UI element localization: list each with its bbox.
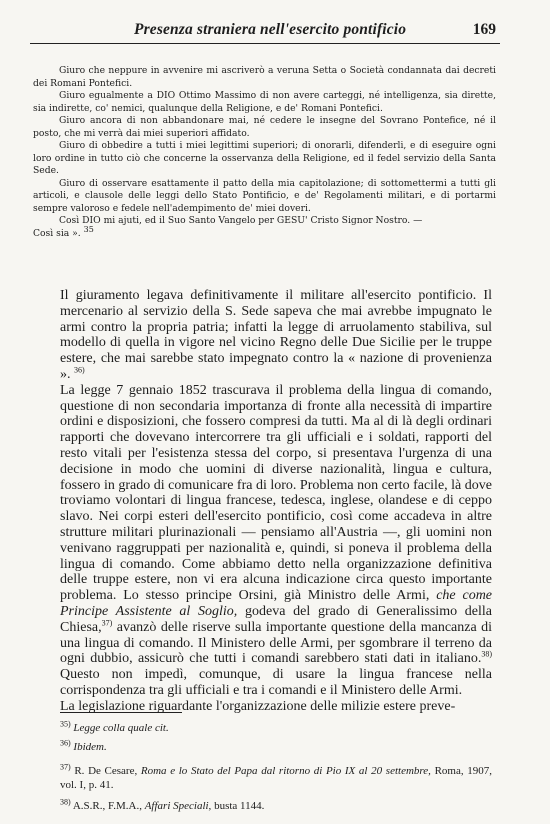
paragraph-text: Questo non impedì, comunque, di usare la lingua francese nella corrispondenza tra gli ufficiali e tra i comandi e il Ministero delle Armi. bbox=[60, 667, 492, 698]
oath-paragraph: Giuro di osservare esattamente il patto della mia capitolazione; di sottomettermi a tutti gli articoli, e clausole delle leggi dello Stato Pontificio, e de' Regolamenti militari, e di portarmi sempre valoroso e fedele nell'adempimento de' miei doveri. bbox=[33, 177, 496, 214]
running-title: Presenza straniera nell'esercito pontificio bbox=[134, 21, 407, 38]
footnote-text: A.S.R., F.M.A., bbox=[72, 800, 142, 812]
oath-paragraph: Giuro di obbedire a tutti i miei legittimi superiori; di onorarli, difenderli, e di eseguire ogni loro ordine in tutto ciò che concerne la osservanza della Religione, ed il fedel servizio della Santa Sede. bbox=[33, 140, 496, 176]
footnote-37 bbox=[60, 762, 492, 792]
footnote-text: Roma, 1907, vol. I, p. 41. bbox=[60, 765, 492, 791]
footnotes bbox=[60, 719, 492, 819]
footnote-ref: 37) bbox=[101, 618, 113, 628]
oath-paragraph: Giuro ancora di non abbandonare mai, né cedere le insegne del Sovrano Pontefice, né il posto, che mi verrà dai miei superiori affidato. bbox=[33, 115, 496, 139]
footnote-ref: 36) bbox=[74, 365, 85, 375]
footnote-title: Roma e lo Stato del Papa dal ritorno di Pio IX al 20 settembre, bbox=[140, 765, 431, 777]
footnote-title: Affari Speciali, bbox=[144, 800, 212, 812]
oath-closing-text: Così sia ». bbox=[33, 227, 81, 239]
footnote-author: R. De Cesare, bbox=[74, 765, 138, 777]
footnote-number: 38) bbox=[60, 797, 71, 807]
page-header bbox=[30, 19, 500, 44]
footnote-36 bbox=[60, 737, 492, 755]
footnote-number: 37) bbox=[60, 762, 71, 772]
page-number: 169 bbox=[472, 21, 496, 38]
footnote-ref: 38) bbox=[481, 649, 492, 659]
footnote-number: 35) bbox=[60, 719, 71, 729]
oath-quotation bbox=[33, 65, 496, 240]
footnote-38 bbox=[60, 797, 492, 814]
paragraph-text: avanzò delle riserve sulla importante questione della mancanza di una lingua di comando. Il Ministero delle Armi, per sgombrare il terreno da ogni dubbio, assicurò che tutti i comandi sarebbero stati dati in italiano. bbox=[60, 619, 493, 667]
oath-closing bbox=[33, 224, 496, 241]
footnote-text: Ibidem. bbox=[73, 740, 107, 753]
footnote-text: Legge colla quale cit. bbox=[73, 722, 169, 734]
footnote-35 bbox=[60, 719, 492, 736]
paragraph-text: Il giuramento legava definitivamente il militare all'esercito pontificio. Il mercenario al servizio della S. Sede sapeva che mai avrebbe impugnato le armi contro la propria patria; infatti la legge di arruolamento stabiliva, sul modello di quella in vigore nel vicino Regno delle Due Sicilie per le truppe estere, che mai sarebbe stato impegnato contro la « nazione di provenienza ». bbox=[60, 288, 492, 382]
body-paragraph bbox=[60, 383, 492, 699]
oath-paragraph: Giuro che neppure in avvenire mi ascriverò a veruna Setta o Società condannata dai decreti dei Romani Pontefici. bbox=[33, 65, 496, 89]
paragraph-text: godeva del grado di Generalissimo della Chiesa, bbox=[60, 603, 493, 635]
footnote-divider bbox=[60, 712, 182, 713]
body-paragraph: La legislazione riguardante l'organizzazione delle milizie estere preve- bbox=[60, 698, 456, 714]
footnote-ref: 35 bbox=[83, 224, 94, 234]
footnote-text: busta 1144. bbox=[214, 800, 265, 812]
oath-paragraph: Così DIO mi ajuti, ed il Suo Santo Vangelo per GESU' Cristo Signor Nostro. — bbox=[59, 215, 423, 226]
paragraph-text: La legge 7 gennaio 1852 trascurava il problema della lingua di comando, questione di non secondaria importanza di fronte alla necessità di impartire ordini e disposizioni, che fossero compresi da tutti. Ma al di là degli ordinari rapporti che dovevano intercorrere tra gli ufficiali e i soldati, rapporti del resto vitali per l'esistenza stessa del corpo, si presentava l'urgenza di una decisione in modo che uomini di diverse nazionalità, lingua e cultura, fossero in grado di comunicare fra di loro. Problema non certo facile, là dove troviamo volontari di lingua francese, tedesca, inglese, olandese e di ceppo slavo. Nei corpi esteri dell'esercito pontificio, così come accadeva in altre strutture militari plurinazionali — pensiamo all'Austria —, gli uomini non venivano raggruppati per nazionalità e, quindi, si poneva il problema della lingua di comando. Come abbiamo detto nella organizzazione definitiva delle truppe estere, non vi era alcuna indicazione circa questo importante problema. Lo stesso principe Orsini, già Ministro delle Armi, bbox=[60, 382, 492, 604]
footnote-number: 36) bbox=[60, 737, 71, 747]
oath-paragraph: Giuro egualmente a DIO Ottimo Massimo di non avere carteggi, né intelligenza, sia dirette, sia indirette, co' nemici, qualunque della Religione, e de' Romani Pontefici. bbox=[33, 90, 496, 114]
main-text bbox=[60, 288, 492, 715]
italic-phrase: che come Principe Assistente al Soglio, bbox=[60, 588, 493, 619]
body-paragraph bbox=[60, 288, 492, 383]
